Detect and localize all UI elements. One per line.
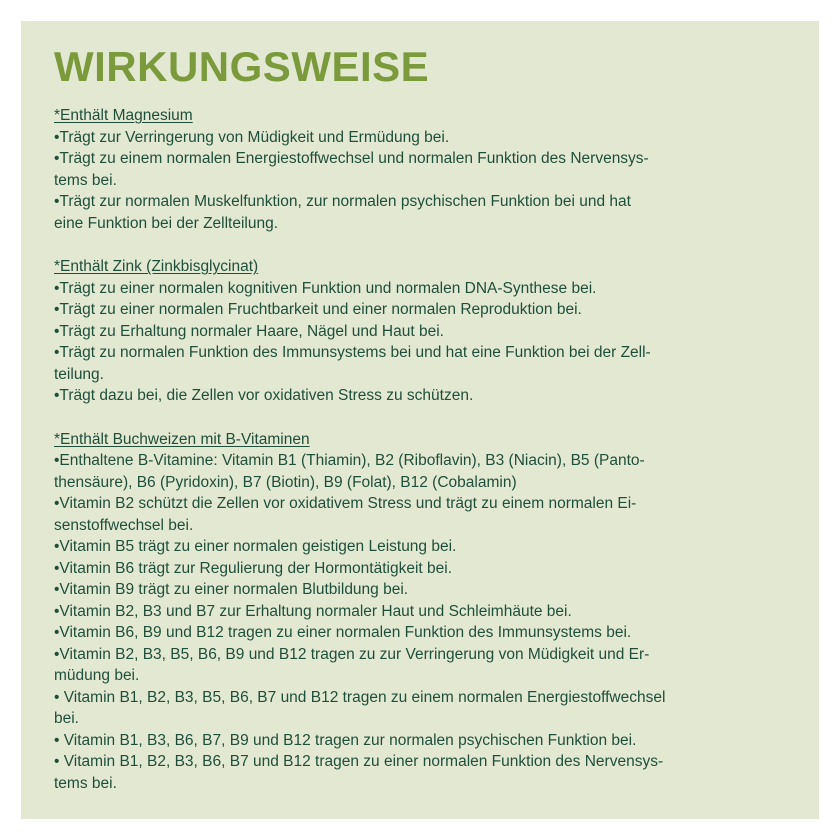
section-heading: *Enthält Magnesium: [54, 107, 193, 124]
text-line: •Vitamin B2, B3 und B7 zur Erhaltung normaler Haut und Schleimhäute bei.: [54, 602, 572, 620]
content-panel: [21, 21, 819, 819]
text-line: teilung.: [54, 365, 104, 383]
text-line: •Trägt zu einer normalen Fruchtbarkeit und einer normalen Reproduktion bei.: [54, 301, 582, 318]
section-zink: [54, 256, 787, 407]
text-line: eine Funktion bei der Zellteilung.: [54, 214, 279, 232]
text-line: • Vitamin B1, B2, B3, B5, B6, B7 und B12 tragen zu einem normalen Energiestoffwechsel: [54, 688, 666, 706]
text-line: •Vitamin B2, B3, B5, B6, B9 und B12 tragen zu zur Verringerung von Müdigkeit und Er-: [54, 645, 650, 663]
page-title: WIRKUNGSWEISE: [54, 43, 430, 90]
section-heading: *Enthält Buchweizen mit B-Vitaminen: [54, 430, 310, 448]
text-line: •Trägt zu einer normalen kognitiven Funktion und normalen DNA-Synthese bei.: [54, 279, 597, 297]
section-buchweizen: [54, 429, 787, 795]
text-line: •Vitamin B9 trägt zu einer normalen Blutbildung bei.: [54, 581, 409, 598]
text-line: •Vitamin B2 schützt die Zellen vor oxidativem Stress und trägt zu einem normalen Ei-: [54, 495, 637, 512]
text-line: •Trägt zu Erhaltung normaler Haare, Nägel und Haut bei.: [54, 322, 444, 340]
text-line: •Vitamin B5 trägt zu einer normalen geistigen Leistung bei.: [54, 538, 457, 555]
section-heading: *Enthält Zink (Zinkbisglycinat): [54, 258, 259, 275]
section-magnesium: [54, 105, 787, 234]
text-line: tems bei.: [54, 171, 117, 189]
text-line: bei.: [54, 710, 79, 727]
text-line: •Enthaltene B-Vitamine: Vitamin B1 (Thiamin), B2 (Riboflavin), B3 (Niacin), B5 (Panto-: [54, 452, 645, 469]
text-line: •Trägt zur Verringerung von Müdigkeit und Ermüdung bei.: [54, 128, 450, 146]
text-line: tems bei.: [54, 774, 117, 792]
text-line: • Vitamin B1, B2, B3, B6, B7 und B12 tragen zu einer normalen Funktion des Nervensys-: [54, 753, 664, 770]
text-line: •Vitamin B6, B9 und B12 tragen zu einer normalen Funktion des Immunsystems bei.: [54, 624, 632, 641]
text-line: •Trägt zu normalen Funktion des Immunsystems bei und hat eine Funktion bei der Zell-: [54, 344, 651, 361]
text-line: •Trägt zu einem normalen Energiestoffwechsel und normalen Funktion des Nervensys-: [54, 150, 649, 167]
text-line: •Trägt dazu bei, die Zellen vor oxidativen Stress zu schützen.: [54, 387, 474, 404]
text-line: •Trägt zur normalen Muskelfunktion, zur normalen psychischen Funktion bei und hat: [54, 193, 631, 210]
text-line: senstoffwechsel bei.: [54, 516, 194, 534]
text-line: thensäure), B6 (Pyridoxin), B7 (Biotin), B9 (Folat), B12 (Cobalamin): [54, 473, 517, 491]
text-line: •Vitamin B6 trägt zur Regulierung der Hormontätigkeit bei.: [54, 559, 453, 577]
text-line: • Vitamin B1, B3, B6, B7, B9 und B12 tragen zur normalen psychischen Funktion bei.: [54, 731, 637, 749]
text-line: müdung bei.: [54, 667, 140, 684]
